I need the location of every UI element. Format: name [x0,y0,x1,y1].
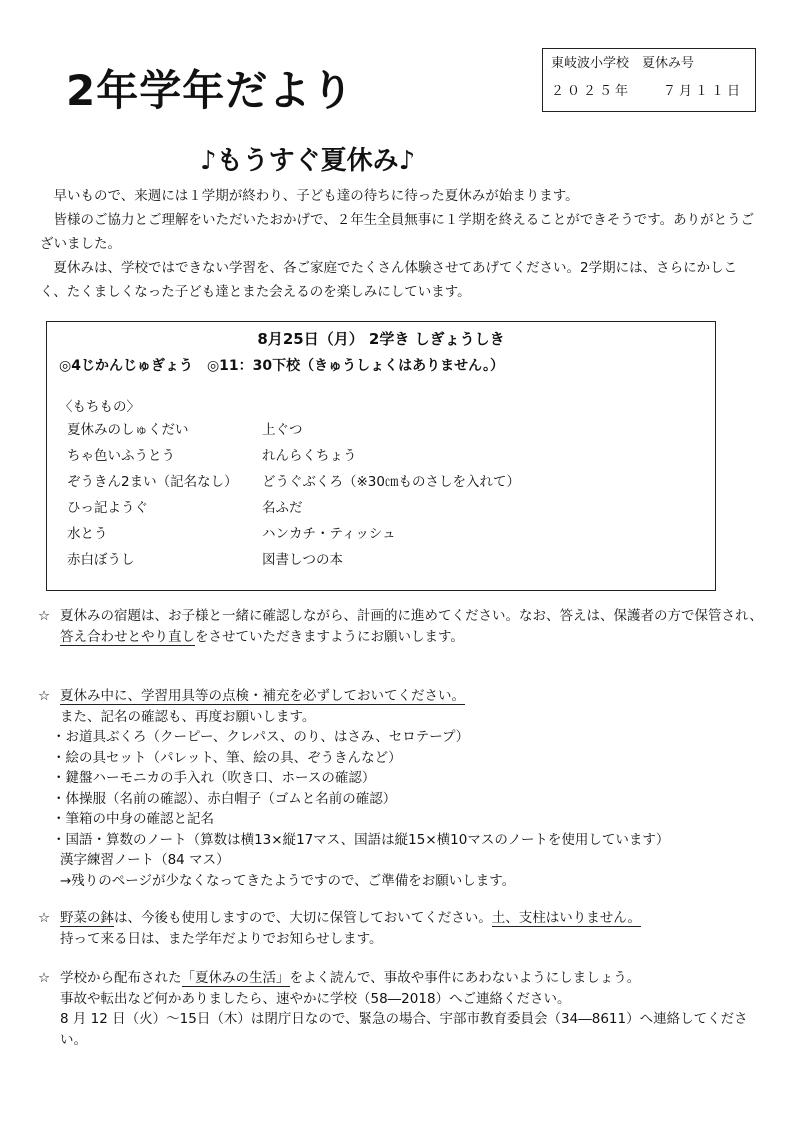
star-icon: ☆ [38,970,51,986]
list-item: ひっ記ようぐ [67,500,148,516]
note-vegetable [38,908,768,949]
star-icon: ☆ [38,910,51,926]
intro-paragraph: 早いもので、来週には１学期が終わり、子ども達の待ちに待った夏休みが始まります。 [53,188,579,204]
list-item: れんらくちょう [262,448,357,464]
note-underline: 「夏休みの生活」 [181,970,290,986]
items-list [67,419,715,571]
ceremony-box [46,321,716,591]
note-underline: 土、支柱はいりません。 [491,910,642,926]
note-supplies [38,686,768,891]
note-safety [38,968,768,1050]
list-item: どうぐぶくろ（※30㎝ものさしを入れて） [262,474,520,490]
intro-paragraph: 皆様のご協力とご理解をいただいたおかげで、２年生全員無事に１学期を終えることができそうです。ありがとうございました。 [40,212,755,252]
list-item: ・体操服（名前の確認）、赤白帽子（ゴムと名前の確認） [52,790,397,807]
note-text: をさせていただきますようにお願いします。 [195,628,464,645]
school-name: 東岐波小学校 夏休み号 [551,56,695,71]
page-title: 2年学年だより [66,66,355,115]
list-item: 赤白ぼうし [67,552,135,568]
list-item: ・筆箱の中身の確認と記名 [52,811,214,827]
list-item: ・絵の具セット（パレット、筆、絵の具、ぞうきんなど） [52,749,402,766]
intro-text [40,184,760,304]
note-text: また、記名の確認も、再度お願いします。 [60,708,316,725]
note-text: →残りのページが少なくなってきたようですので、ご準備をお願いします。 [60,872,516,889]
list-item: ハンカチ・ティッシュ [262,526,396,542]
issue-date: ２０２５年 ７月１１日 [551,84,744,99]
list-item: 水とう [67,526,108,542]
issue-info-box [542,48,756,112]
list-item: 名ふだ [262,500,303,516]
note-text: は、今後も使用しますので、大切に保管しておいてください。 [114,910,492,926]
note-text: 8 月 12 日（火）～15日（木）は閉庁日なので、緊急の場合、宇部市教育委員会（34―8611）へ連絡してください。 [60,1011,748,1048]
note-text: 持って来る日は、また学年だよりでお知らせします。 [60,930,383,947]
list-item: 夏休みのしゅくだい [67,422,189,438]
list-item: 図書しつの本 [262,552,343,568]
items-heading: 〈もちもの〉 [59,399,140,415]
note-text: 学校から配布された [60,970,182,986]
list-item: ・鍵盤ハーモニカの手入れ（吹き口、ホースの確認） [52,770,376,786]
ceremony-title: 8月25日（月） 2学き しぎょうしき [257,330,505,348]
subtitle: ♪もうすぐ夏休み♪ [200,146,416,176]
note-underline: 夏休み中に、学習用具等の点検・補充を必ずしておいてください。 [60,688,465,704]
note-text: 事故や転出など何かありましたら、速やかに学校（58―2018）へご連絡ください。 [60,990,571,1007]
list-item: ・国語・算数のノート（算数は横13×縦17マス、国語は縦15×横10マスのノートを使用しています） [52,831,670,848]
list-item: 上ぐつ [262,422,303,438]
ceremony-schedule: ◎4じかんじゅぎょう ◎11：30下校（きゅうしょくはありません。） [59,358,504,374]
note-text: 漢字練習ノート（84 マス） [60,852,230,868]
list-item: ちゃ色いふうとう [67,448,175,464]
list-item: ぞうきん2まい（記名なし） [67,474,238,490]
intro-paragraph: 夏休みは、学校ではできない学習を、各ご家庭でたくさん体験させてあげてください。2学期には、さらにかしこく、たくましくなった子ども達とまた会えるのを楽しみにしています。 [40,260,738,300]
note-homework [38,606,768,647]
note-text: をよく読んで、事故や事件にあわないようにしましょう。 [289,970,641,986]
note-underline: 野菜の鉢 [60,910,114,926]
note-underline: 答え合わせとやり直し [60,628,195,645]
list-item: ・お道具ぶくろ（クーピー、クレパス、のり、はさみ、セロテープ） [52,729,470,745]
star-icon: ☆ [38,688,51,704]
note-text: 夏休みの宿題は、お子様と一緒に確認しながら、計画的に進めてください。なお、答えは、保護者の方で保管され、 [60,608,763,624]
star-icon: ☆ [38,608,51,624]
